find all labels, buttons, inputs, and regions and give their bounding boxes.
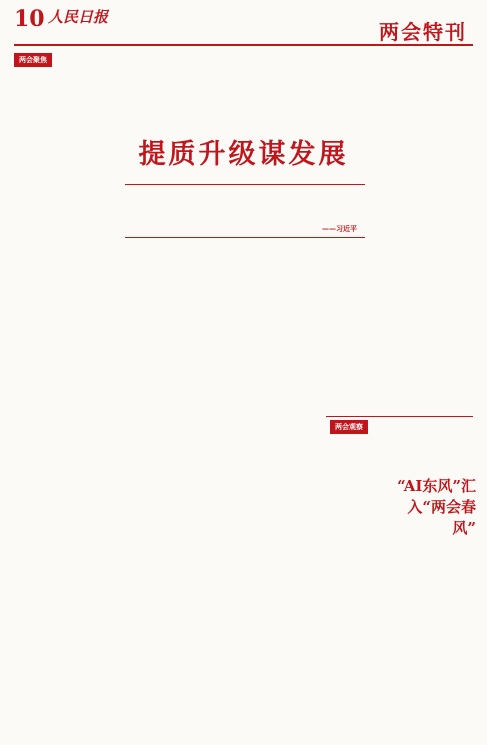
- page-headline: 提质升级谋发展: [138, 139, 349, 170]
- page-number: 10: [14, 6, 45, 32]
- header-rule: [14, 44, 473, 46]
- masthead: [0, 0, 487, 44]
- section-title: 两会特刊: [379, 20, 467, 44]
- pull-quote: [125, 184, 365, 238]
- commentary-title: “AI东风”汇入“两会春风”: [397, 477, 476, 537]
- quote-source: ——习近平: [322, 225, 357, 233]
- section-tag-lianghui-observe: 两会观察: [330, 420, 368, 434]
- section-tag-lianghui-focus: 两会聚焦: [14, 53, 52, 67]
- newspaper-logo: 人民日报: [48, 8, 109, 26]
- section-divider: [326, 416, 473, 417]
